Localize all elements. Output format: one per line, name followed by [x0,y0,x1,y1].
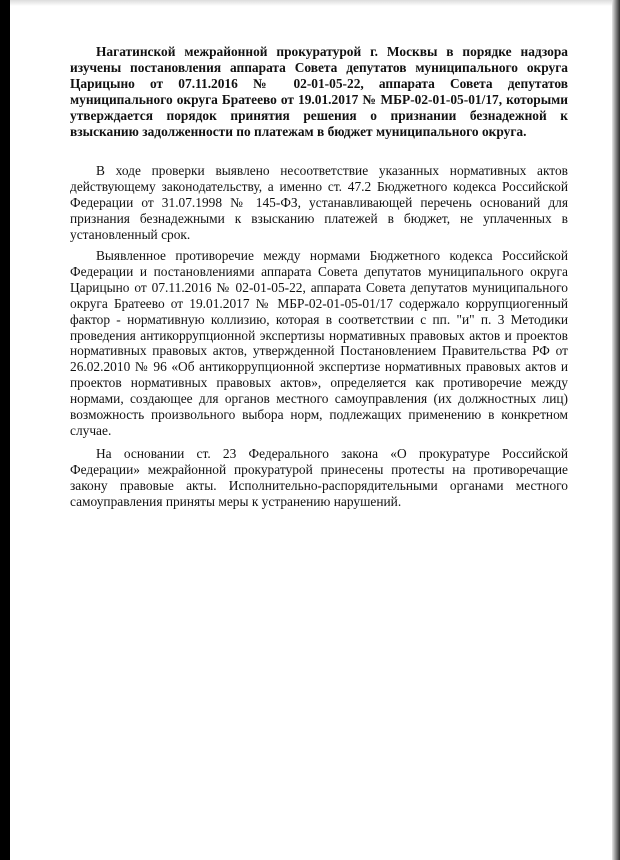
paragraph-contradiction: Выявленное противоречие между нормами Бюджетного кодекса Российской Федерации и постановлениями аппарата Совета депутатов муниципального округа Царицыно от 07.11.2016 № 02-01-05-22, аппарата Совета депутатов муниципального округа Братеево от 19.01.2017 № МБР-02-01-05-01/17 содержало коррупциогенный фактор - нормативную коллизию, которая в соответствии с пп. "и" п. 3 Методики проведения антикоррупционной экспертизы нормативных правовых актов и проектов нормативных правовых актов, утвержденной Постановлением Правительства РФ от 26.02.2010 № 96 «Об антикоррупционной экспертизе нормативных правовых актов и проектов нормативных правовых актов», определяется как противоречие между нормами, создающее для органов местного самоуправления (их должностных лиц) возможность произвольного выбора норм, подлежащих применению в конкретном случае. [70,247,568,438]
paragraph-measures: На основании ст. 23 Федерального закона «О прокуратуре Российской Федерации» межрайонной прокуратурой принесены протесты на противоречащие закону правовые акты. Исполнительно-распорядительными органами местного самоуправления приняты меры к устранению нарушений. [70,445,568,509]
paragraph-intro: Нагатинской межрайонной прокуратурой г. Москвы в порядке надзора изучены постановления аппарата Совета депутатов муниципального округа Царицыно от 07.11.2016 № 02-01-05-22, аппарата Совета депутатов муниципального округа Братеево от 19.01.2017 № МБР-02-01-05-01/17, которыми утверждается порядок принятия решения о признании безнадежной к взысканию задолженности по платежам в бюджет муниципального округа. [70,44,568,139]
scan-right-border [612,0,620,860]
scan-top-shadow [10,0,612,6]
paragraph-findings: В ходе проверки выявлено несоответствие указанных нормативных актов действующему законодательству, а именно ст. 47.2 Бюджетного кодекса Российской Федерации от 31.07.1998 № 145-ФЗ, устанавливающей перечень оснований для признания безнадежными к взысканию платежей в бюджет, не уплаченных в установленный срок. [70,163,568,243]
document-page [70,44,568,509]
scan-left-border [0,0,10,860]
